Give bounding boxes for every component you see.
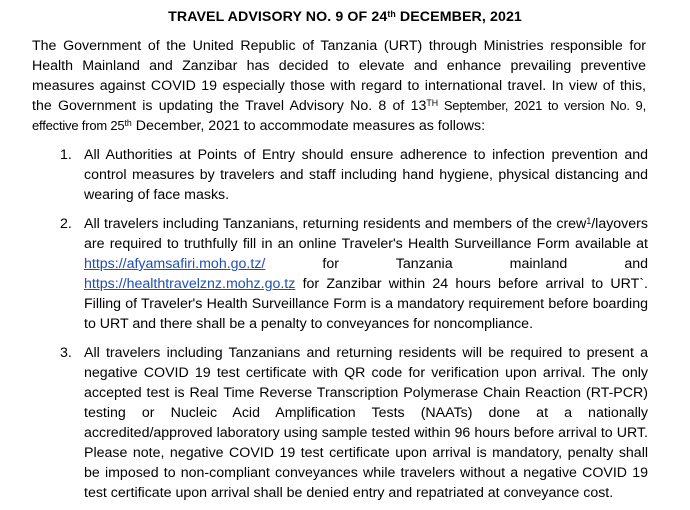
list-number: 1. bbox=[60, 147, 72, 163]
list-number: 3. bbox=[60, 345, 72, 361]
list-item-text: All Authorities at Points of Entry should ensure adherence to infection prevention and control measures by travelers and staff including hand hygiene, physical distancing and wearing of face masks. bbox=[84, 147, 648, 203]
list-item-3 bbox=[60, 343, 648, 503]
healthtravelznz-link[interactable]: https://healthtravelznz.mohz.go.tz bbox=[84, 276, 296, 292]
afyamsafiri-link[interactable]: https://afyamsafiri.moh.go.tz/ bbox=[84, 256, 266, 272]
footnote-ref: 1 bbox=[586, 216, 592, 227]
intro-paragraph: The Government of the United Republic of Tanzania (URT) through Ministries responsible for Health Mainland and Zanzibar has decided to elevate and enhance prevailing preventive measures against COVID 19 especially those with regard to international travel. In view of this, the Government is updating the Travel Advisory No. 8 of 13TH September, 2021 to version No. 9, effective from 25th December, 2021 to accommodate measures as follows: bbox=[32, 38, 646, 134]
list-item-text: All travelers including Tanzanians, returning residents and members of the crew$^1$/layovers are required to truthfully fill in an online Traveler's Health Surveillance Form available at https://afyamsafiri.moh.go.tz/ for Tanzania mainland and https://healthtravelznz.mohz.go.tz for Zanzibar within 24 hours before arrival to URT`. Filling of Traveler's Health Surveillance Form is a mandatory requirement before boarding to URT and there shall be a penalty to conveyances for noncompliance. bbox=[84, 216, 648, 332]
list-number: 2. bbox=[60, 216, 72, 232]
advisory-title: TRAVEL ADVISORY NO. 9 OF 24th DECEMBER, 2021 bbox=[168, 9, 522, 25]
list-item-text: All travelers including Tanzanians and returning residents will be required to present a negative COVID 19 test certificate with QR code for verification upon arrival. The only accepted test is Real Time Reverse Transcription Polymerase Chain Reaction (RT-PCR) testing or Nucleic Acid Amplification Tests (NAATs) done at a nationally accredited/approved laboratory using sample tested within 96 hours before arrival to URT. Please note, negative COVID 19 test certificate upon arrival is mandatory, penalty shall be imposed to non-compliant conveyances while travelers without a negative COVID 19 test certificate upon arrival shall be denied entry and repatriated at conveyance cost. bbox=[84, 345, 648, 501]
list-item-1 bbox=[60, 145, 648, 205]
list-item-2 bbox=[60, 214, 648, 334]
